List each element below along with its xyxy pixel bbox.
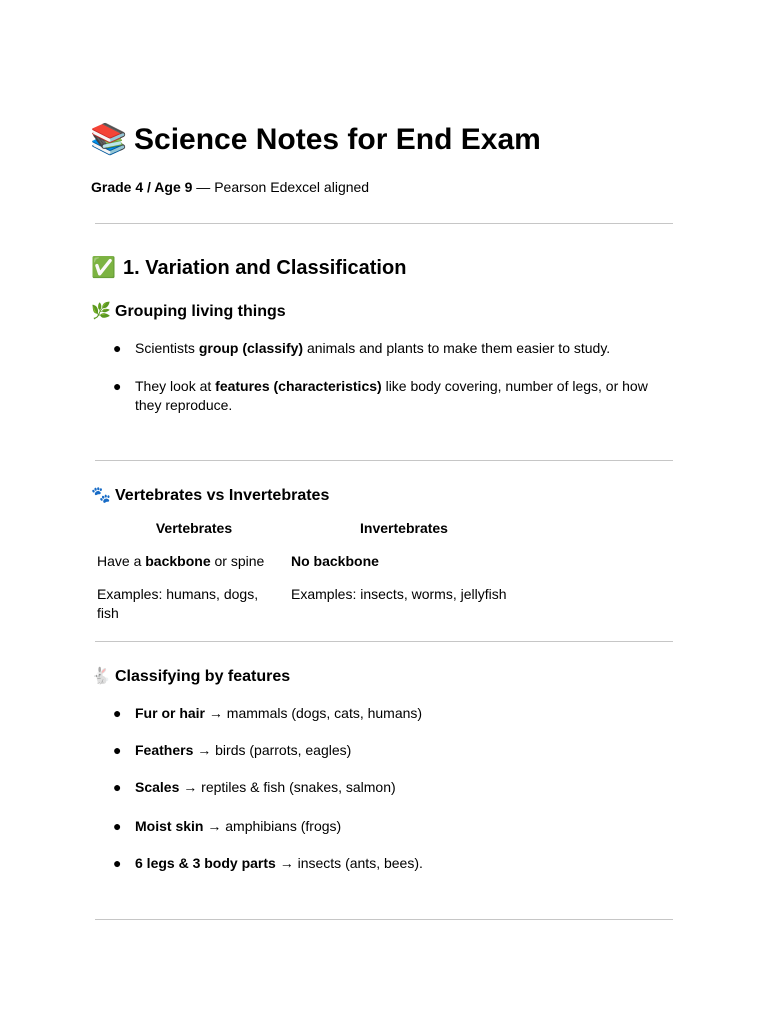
comparison-table: [97, 519, 517, 623]
bullet-icon: ●: [113, 742, 122, 758]
bold-term: 6 legs & 3 body parts: [135, 855, 276, 871]
list-item: [113, 854, 678, 873]
rabbit-icon: 🐇: [91, 668, 111, 685]
bold-term: features (characteristics): [215, 378, 382, 394]
subheading-features-text: Classifying by features: [115, 668, 291, 685]
text-run: → insects (ants, bees).: [275, 855, 423, 871]
table-header: Invertebrates: [360, 520, 448, 536]
bold-term: No backbone: [291, 553, 379, 569]
bullet-icon: ●: [113, 855, 122, 871]
text-run: animals and plants to make them easier to study.: [303, 340, 611, 356]
list-item: [113, 778, 678, 797]
divider: [95, 460, 673, 461]
list-item-text: [135, 741, 678, 760]
bold-term: backbone: [145, 553, 211, 569]
page-title-text: Science Notes for End Exam: [134, 123, 541, 156]
text-run: or spine: [210, 553, 265, 569]
bold-term: Feathers: [135, 742, 194, 758]
bullet-icon: ●: [113, 378, 122, 394]
text-run: → mammals (dogs, cats, humans): [205, 705, 423, 721]
subheading-grouping: [91, 301, 286, 323]
list-item: [113, 741, 678, 760]
list-item-text: [135, 339, 678, 358]
table-cell: Examples: insects, worms, jellyfish: [291, 586, 507, 602]
herb-icon: 🌿: [91, 303, 111, 320]
section-heading: [91, 255, 406, 281]
list-item-text: [135, 377, 678, 415]
subheading-vertebrates: [91, 485, 329, 507]
text-run: → amphibians (frogs): [203, 818, 342, 834]
table-row: [97, 552, 517, 585]
text-run: Have a: [97, 553, 146, 569]
bold-term: Fur or hair: [135, 705, 206, 721]
bold-term: Moist skin: [135, 818, 204, 834]
list-item-text: [135, 704, 678, 723]
subtitle-rest: — Pearson Edexcel aligned: [192, 179, 370, 195]
table-cell: [97, 552, 291, 585]
table-header: Vertebrates: [155, 520, 233, 536]
section-heading-text: 1. Variation and Classification: [123, 257, 407, 279]
text-run: Scientists: [135, 340, 199, 356]
list-item: [113, 817, 678, 836]
subheading-features: [91, 666, 290, 688]
page-subtitle: [91, 178, 369, 196]
bullet-icon: ●: [113, 818, 122, 834]
grade-label: Grade 4 / Age 9: [91, 179, 193, 195]
list-item-text: [135, 778, 678, 797]
check-mark-icon: ✅: [91, 257, 116, 279]
table-cell: Examples: humans, dogs, fish: [97, 586, 259, 621]
bold-term: Scales: [135, 779, 180, 795]
books-icon: 📚: [90, 123, 128, 156]
text-run: → reptiles & fish (snakes, salmon): [179, 779, 396, 795]
table-header-row: [97, 519, 517, 552]
text-run: → birds (parrots, eagles): [193, 742, 352, 758]
bold-term: group (classify): [198, 340, 304, 356]
subheading-grouping-text: Grouping living things: [115, 303, 286, 320]
list-item-text: [135, 854, 678, 873]
list-item: [113, 339, 678, 358]
bullet-icon: ●: [113, 340, 122, 356]
divider: [95, 223, 673, 224]
subheading-vertebrates-text: Vertebrates vs Invertebrates: [115, 487, 330, 504]
bullet-icon: ●: [113, 779, 122, 795]
list-item-text: [135, 817, 678, 836]
text-run: They look at: [135, 378, 216, 394]
table-cell: [291, 552, 517, 585]
bullet-icon: ●: [113, 705, 122, 721]
page-title: [90, 121, 541, 159]
text-run: like body covering, number of legs, or how they reproduce.: [135, 378, 648, 413]
list-item: [113, 704, 678, 723]
divider: [95, 641, 673, 642]
table-row: [97, 585, 517, 623]
paw-prints-icon: 🐾: [91, 487, 111, 504]
divider: [95, 919, 673, 920]
list-item: [113, 377, 678, 415]
